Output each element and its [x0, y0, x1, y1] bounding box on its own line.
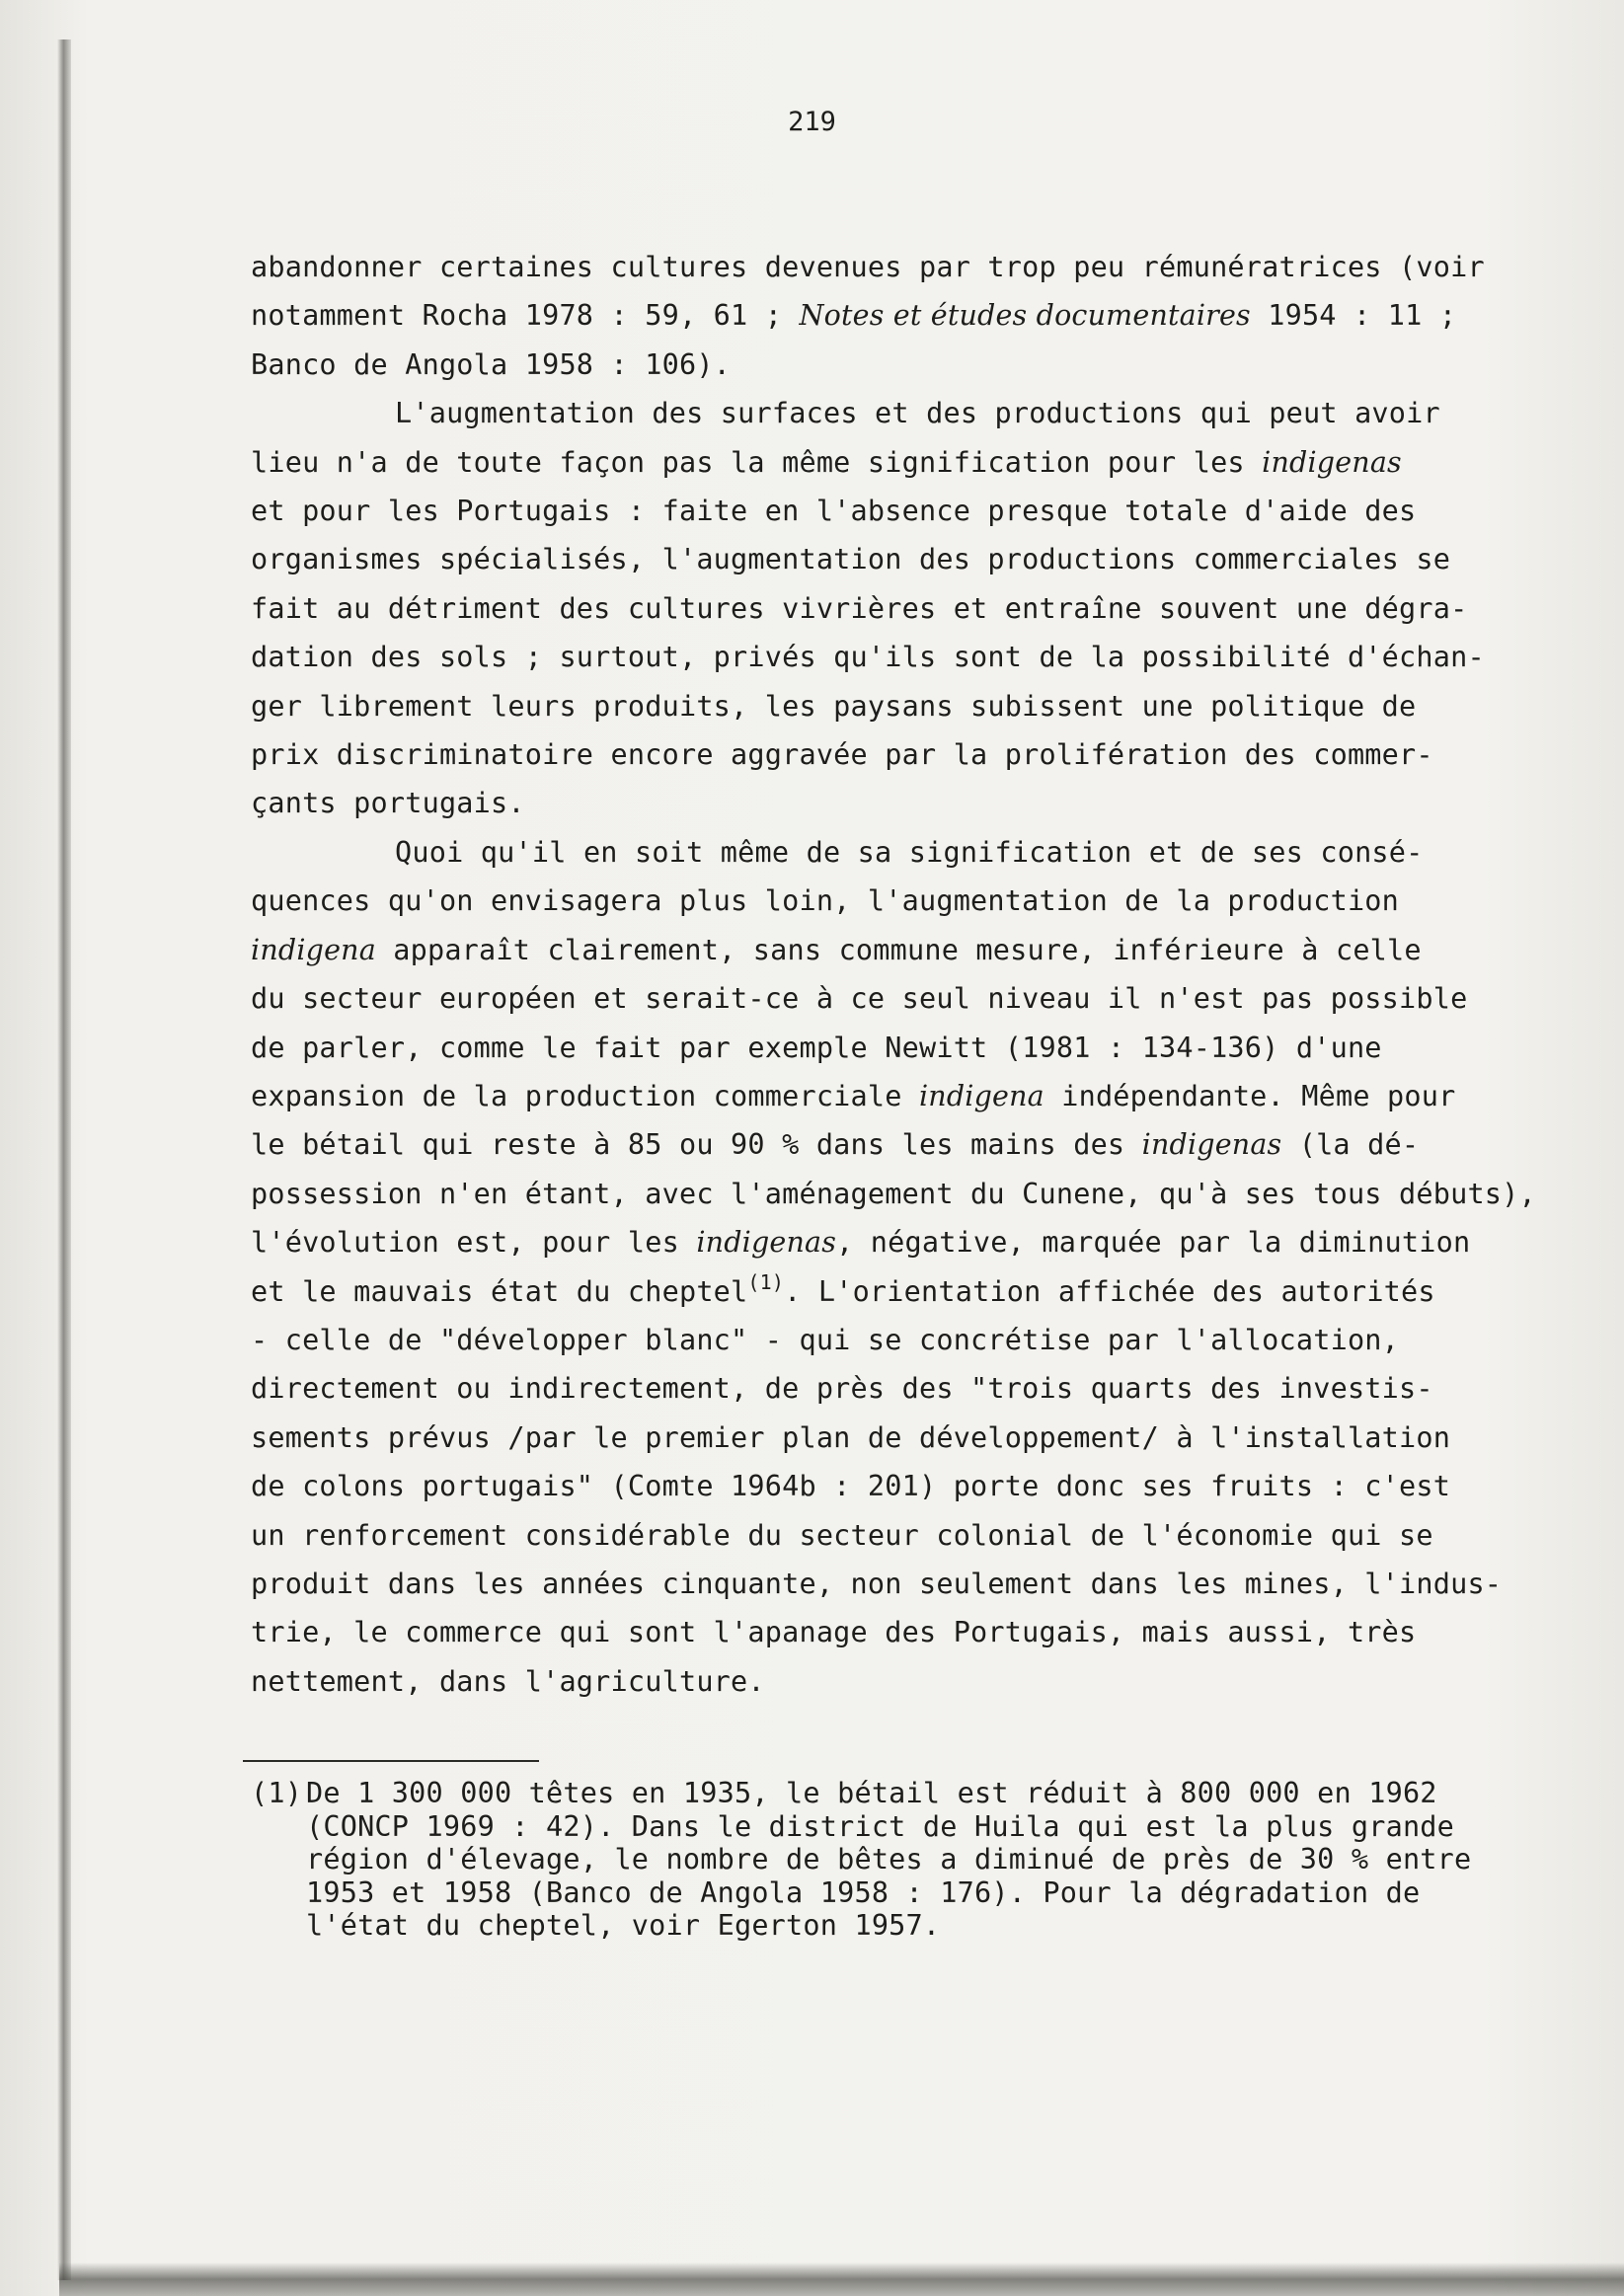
page-shadow-bottom: [59, 2262, 1624, 2296]
text-line: possession n'en étant, avec l'aménagement du Cunene, qu'à ses tous débuts),: [251, 1177, 1536, 1210]
text-line: nettement, dans l'agriculture.: [251, 1664, 765, 1698]
text-line: Banco de Angola 1958 : 106).: [251, 347, 732, 381]
page-number: 219: [788, 107, 836, 137]
footnote-line: l'état du cheptel, voir Egerton 1957.: [306, 1909, 941, 1942]
italic-term: indigenas: [1141, 1128, 1282, 1162]
footnote-reference: (1): [747, 1269, 785, 1294]
text-line: [251, 1267, 1485, 1316]
italic-term: indigena: [251, 933, 376, 966]
text-line: produit dans les années cinquante, non seulement dans les mines, l'indus-: [251, 1567, 1503, 1600]
text-line: du secteur européen et serait-ce à ce seul niveau il n'est pas possible: [251, 982, 1468, 1016]
text-run: lieu n'a de toute façon pas la même signification pour les: [251, 445, 1263, 479]
text-line: [251, 1120, 1485, 1169]
footnote-line: 1953 et 1958 (Banco de Angola 1958 : 176). Pour la dégradation de: [306, 1875, 1421, 1909]
text-line: [251, 291, 1485, 340]
text-line: de colons portugais" (Comte 1964b : 201) porte donc ses fruits : c'est: [251, 1470, 1451, 1503]
text-line: [251, 926, 1485, 974]
text-run: De 1 300 000 têtes en 1935, le bétail est réduit à 800 000 en 1962: [306, 1777, 1437, 1809]
text-line: abandonner certaines cultures devenues par trop peu rémunératrices (voir: [251, 251, 1485, 283]
italic-term: indigenas: [696, 1226, 837, 1260]
text-line: [251, 1218, 1485, 1266]
body-text: [251, 243, 1536, 1706]
text-run: apparaît clairement, sans commune mesure, inférieure à celle: [375, 933, 1422, 966]
text-run: indépendante. Même pour: [1044, 1079, 1456, 1112]
text-run: 1954 : 11 ;: [1250, 299, 1457, 333]
footnote-line: région d'élevage, le nombre de bêtes a diminué de près de 30 % entre: [306, 1843, 1472, 1875]
text-line: Quoi qu'il en soit même de sa signification et de ses consé-: [395, 835, 1424, 869]
text-line: ger librement leurs produits, les paysans subissent une politique de: [251, 689, 1417, 723]
page-shadow-left: [57, 39, 71, 2280]
text-line: organismes spécialisés, l'augmentation des productions commerciales se: [251, 543, 1451, 576]
footnote-line: (CONCP 1969 : 42). Dans le district de Huila qui est la plus grande: [306, 1809, 1455, 1843]
text-line: un renforcement considérable du secteur colonial de l'économie qui se: [251, 1518, 1433, 1552]
text-run: , négative, marquée par la diminution: [836, 1226, 1471, 1260]
italic-term: indigena: [918, 1079, 1044, 1112]
footnote-line: [251, 1777, 1485, 1810]
italic-term: indigenas: [1262, 445, 1402, 479]
text-line: prix discriminatoire encore aggravée par la prolifération des commer-: [251, 738, 1433, 772]
text-run: expansion de la production commerciale: [251, 1079, 919, 1112]
footnote-marker: (1): [251, 1777, 303, 1809]
paragraph-3: [251, 828, 1536, 1706]
text-line: dation des sols ; surtout, privés qu'ils sont de la possibilité d'échan-: [251, 641, 1485, 674]
text-line: sements prévus /par le premier plan de développement/ à l'installation: [251, 1420, 1451, 1454]
text-run: l'évolution est, pour les: [251, 1226, 697, 1260]
text-line: L'augmentation des surfaces et des productions qui peut avoir: [395, 397, 1440, 430]
footnote: [251, 1777, 1485, 1943]
text-line: et pour les Portugais : faite en l'absence presque totale d'aide des: [251, 495, 1417, 528]
text-run: (la dé-: [1281, 1128, 1420, 1162]
text-run: le bétail qui reste à 85 ou 90 % dans les mains des: [251, 1128, 1142, 1162]
paragraph-1: [251, 243, 1485, 389]
text-line: çants portugais.: [251, 787, 525, 820]
text-run: notamment Rocha 1978 : 59, 61 ;: [251, 299, 800, 333]
italic-title: Notes et études documentaires: [799, 299, 1251, 333]
text-line: directement ou indirectement, de près des "trois quarts des investis-: [251, 1372, 1433, 1406]
text-run: . L'orientation affichée des autorités: [784, 1274, 1435, 1308]
text-line: fait au détriment des cultures vivrières et entraîne souvent une dégra-: [251, 591, 1468, 625]
text-line: - celle de "développer blanc" - qui se concrétise par l'allocation,: [251, 1323, 1400, 1356]
text-line: [251, 1072, 1485, 1120]
text-line: quences qu'on envisagera plus loin, l'augmentation de la production: [251, 884, 1400, 918]
text-line: de parler, comme le fait par exemple Newitt (1981 : 134-136) d'une: [251, 1031, 1382, 1064]
text-line: [251, 438, 1485, 487]
footnote-divider: [243, 1760, 539, 1762]
paragraph-2: [251, 389, 1485, 828]
text-run: et le mauvais état du cheptel: [251, 1274, 748, 1308]
text-line: trie, le commerce qui sont l'apanage des Portugais, mais aussi, très: [251, 1616, 1417, 1649]
